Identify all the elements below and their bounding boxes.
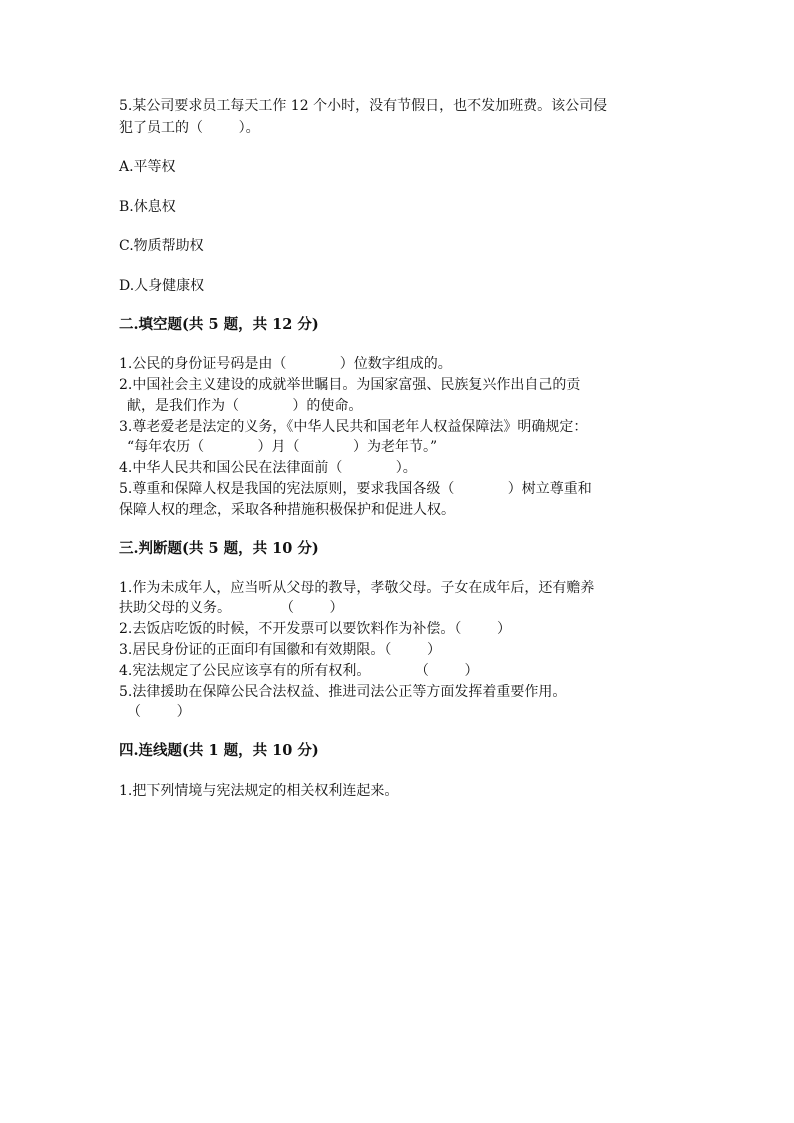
question-text: 保障人权的理念，采取各种措施积极保护和促进人权。: [119, 502, 455, 518]
option-d: D.人身健康权: [119, 278, 205, 294]
question-text: 献，是我们作为（ ）的使命。: [127, 398, 363, 414]
question-text: 1.公民的身份证号码是由（ ）位数字组成的。: [119, 356, 452, 372]
section-heading-match: 四.连线题(共 1 题，共 10 分): [119, 742, 319, 759]
question-text: 2.中国社会主义建设的成就举世瞩目。为国家富强、民族复兴作出自己的贡: [119, 377, 581, 393]
question-text: 4.中华人民共和国公民在法律面前（ ）。: [119, 460, 417, 476]
question-text: 扶助父母的义务。 （ ）: [119, 600, 344, 616]
section-heading-fill: 二.填空题(共 5 题，共 12 分): [119, 316, 319, 333]
question-text: 3.居民身份证的正面印有国徽和有效期限。（ ）: [119, 642, 441, 658]
option-c: C.物质帮助权: [119, 238, 204, 254]
question-text: 1.把下列情境与宪法规定的相关权利连起来。: [119, 783, 399, 799]
section-heading-judge: 三.判断题(共 5 题，共 10 分): [119, 540, 319, 557]
question-text: 4.宪法规定了公民应该享有的所有权利。 （ ）: [119, 663, 479, 679]
question-text: 2.去饭店吃饭的时候，不开发票可以要饮料作为补偿。（ ）: [119, 621, 511, 637]
question-text: （ ）: [127, 704, 191, 720]
question-text: 犯了员工的（ ）。: [119, 120, 260, 136]
option-b: B.休息权: [119, 199, 176, 215]
question-text: “每年农历（ ）月（ ）为老年节。”: [127, 439, 438, 455]
question-text: 5.法律援助在保障公民合法权益、推进司法公正等方面发挥着重要作用。: [119, 684, 567, 700]
question-text: 5.某公司要求员工每天工作 12 个小时，没有节假日，也不发加班费。该公司侵: [119, 98, 608, 114]
question-text: 3.尊老爱老是法定的义务，《中华人民共和国老年人权益保障法》明确规定：: [119, 419, 588, 435]
option-a: A.平等权: [119, 159, 176, 175]
question-text: 1.作为未成年人，应当听从父母的教导，孝敬父母。子女在成年后，还有赡养: [119, 580, 595, 596]
question-text: 5.尊重和保障人权是我国的宪法原则，要求我国各级（ ）树立尊重和: [119, 481, 592, 497]
